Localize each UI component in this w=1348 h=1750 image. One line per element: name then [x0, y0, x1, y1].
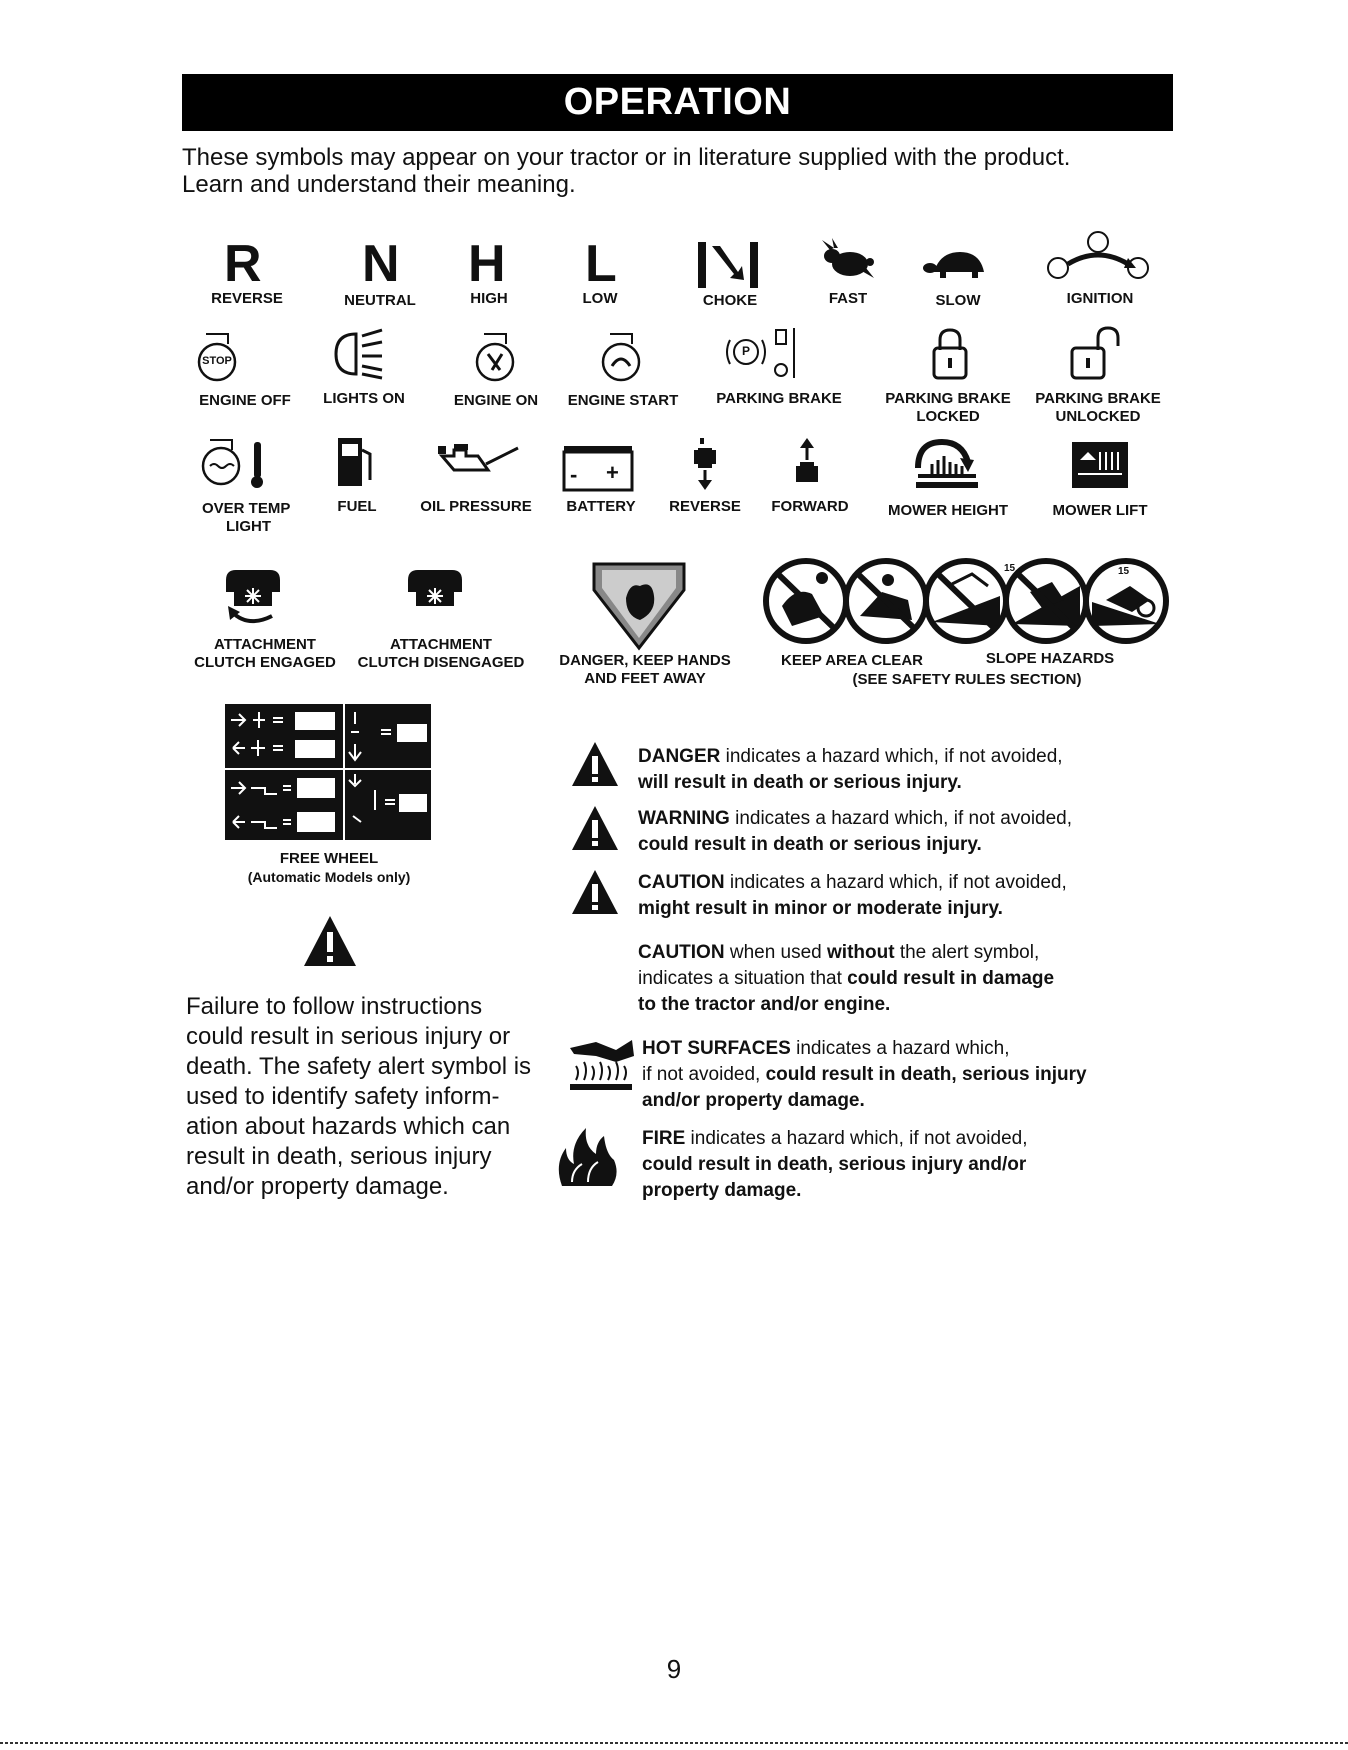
slope-down-icon	[1006, 561, 1086, 641]
low-letter-icon: L	[585, 235, 617, 293]
choke-label: CHOKE	[702, 292, 758, 309]
fuel-label: FUEL	[337, 498, 377, 515]
att-disengaged-label-1: ATTACHMENT	[390, 636, 492, 653]
intro-text	[182, 144, 1182, 198]
low-label: LOW	[582, 290, 618, 307]
battery-label: BATTERY	[566, 498, 636, 515]
fire-definition	[642, 1126, 1162, 1204]
fire-line2: could result in death, serious injury and/or	[642, 1154, 1027, 1175]
slope-15-text-a: 15	[1004, 563, 1016, 574]
caution2-b: the alert symbol,	[894, 942, 1040, 963]
free-wheel-label-1: FREE WHEEL	[279, 850, 379, 867]
danger-hands-label-2: AND FEET AWAY	[584, 670, 706, 687]
intro-line-1: These symbols may appear on your tractor or in literature supplied with the product.	[182, 144, 1071, 171]
high-letter-icon: H	[468, 235, 506, 293]
caution-alert-icon	[570, 868, 620, 918]
att-disengaged-label-2: CLUTCH DISENGAGED	[357, 654, 525, 671]
danger-rest: indicates a hazard which, if not avoided,	[720, 746, 1063, 767]
caution2-line3: to the tractor and/or engine.	[638, 994, 891, 1015]
free-wheel-panel-4	[345, 770, 431, 840]
lights-on-label: LIGHTS ON	[323, 390, 405, 407]
section-banner: OPERATION	[182, 74, 1173, 131]
turtle-slow-icon	[922, 248, 992, 282]
fast-label: FAST	[828, 290, 868, 307]
padlock-locked-icon	[930, 326, 970, 382]
warning-alert-icon	[570, 804, 620, 854]
slope-across-icon	[926, 561, 1006, 641]
danger-hands-label	[552, 652, 738, 688]
pb-locked-label	[876, 390, 1020, 426]
caution2-without: without	[827, 942, 895, 963]
mower-height-icon	[912, 436, 980, 490]
parking-brake-p-text: P	[741, 344, 750, 358]
hot-line2a: if not avoided,	[642, 1064, 766, 1085]
oil-pressure-label: OIL PRESSURE	[420, 498, 532, 515]
over-temp-label	[202, 500, 302, 536]
danger-bold: will result in death or serious injury.	[638, 772, 962, 793]
hot-rest: indicates a hazard which,	[790, 1038, 1010, 1059]
engine-on-icon	[470, 330, 520, 382]
danger-hands-feet-icon	[590, 560, 688, 652]
danger-hands-label-1: DANGER, KEEP HANDS	[559, 652, 731, 669]
oil-can-icon	[434, 440, 522, 480]
caution2-a: when used	[724, 942, 828, 963]
free-wheel-label-2: (Automatic Models only)	[247, 869, 411, 885]
attachment-disengaged-icon	[404, 566, 466, 610]
reverse-arrow-icon	[690, 436, 720, 492]
high-label: HIGH	[470, 290, 508, 307]
padlock-unlocked-icon	[1068, 324, 1124, 382]
caution2-line2b: could result in damage	[847, 968, 1055, 989]
engine-off-stop-text: STOP	[202, 355, 232, 367]
danger-alert-icon	[570, 740, 620, 790]
caution-no-symbol-definition	[638, 940, 1158, 1018]
free-wheel-panel-1	[225, 704, 343, 768]
hot-word: HOT SURFACES	[642, 1038, 791, 1059]
keep-clear-mower-icon	[846, 561, 926, 641]
prohibition-symbols	[762, 556, 1172, 646]
bottom-rule	[0, 1742, 1348, 1744]
see-safety-label: (SEE SAFETY RULES SECTION)	[852, 671, 1082, 688]
page-number: 9	[666, 1654, 682, 1684]
hot-line2b: could result in death, serious injury	[765, 1064, 1087, 1085]
hot-surface-icon	[566, 1032, 640, 1102]
warning-bold: could result in death or serious injury.	[638, 834, 982, 855]
lights-on-icon	[334, 328, 386, 380]
failure-warning-text: Failure to follow instructions could result in serious injury or death. The safety alert symbol is used to identify safety inform-ation about hazards which can result in death, serious injury and/or property damage.	[186, 993, 532, 1200]
warning-word: WARNING	[638, 808, 730, 829]
reverse-label: REVERSE	[211, 290, 283, 307]
free-wheel-label	[226, 850, 432, 886]
slope-hazards-label: SLOPE HAZARDS	[985, 650, 1115, 667]
mower-height-label: MOWER HEIGHT	[888, 502, 1008, 519]
caution-definition	[638, 870, 1158, 922]
engine-on-label: ENGINE ON	[453, 392, 539, 409]
parking-brake-label: PARKING BRAKE	[716, 390, 842, 407]
free-wheel-panel-3	[225, 770, 343, 840]
fire-icon	[552, 1124, 622, 1190]
keep-clear-label: KEEP AREA CLEAR	[781, 652, 923, 669]
neutral-letter-icon: N	[362, 235, 400, 293]
caution2-word: CAUTION	[638, 942, 725, 963]
rabbit-fast-icon	[816, 238, 878, 284]
hot-surfaces-definition	[642, 1036, 1162, 1114]
mower-lift-label: MOWER LIFT	[1052, 502, 1148, 519]
att-engaged-label-2: CLUTCH ENGAGED	[194, 654, 336, 671]
intro-line-2: Learn and understand their meaning.	[182, 171, 576, 198]
forward-arrow-icon	[792, 436, 822, 492]
caution2-line2a: indicates a situation that	[638, 968, 848, 989]
hot-line3: and/or property damage.	[642, 1090, 865, 1111]
mower-lift-icon	[1070, 440, 1130, 490]
engine-start-label: ENGINE START	[567, 392, 679, 409]
warning-rest: indicates a hazard which, if not avoided,	[729, 808, 1073, 829]
keep-clear-child-icon	[766, 561, 846, 641]
pb-locked-label-2: LOCKED	[916, 408, 980, 425]
caution-rest: indicates a hazard which, if not avoided,	[724, 872, 1067, 893]
free-wheel-diagram	[225, 704, 431, 840]
att-disengaged-label	[352, 636, 530, 672]
fire-rest: indicates a hazard which, if not avoided,	[685, 1128, 1028, 1149]
forward-label: FORWARD	[771, 498, 849, 515]
free-wheel-panel-2	[345, 704, 431, 768]
pb-unlocked-label-1: PARKING BRAKE	[1035, 390, 1161, 407]
att-engaged-label-1: ATTACHMENT	[214, 636, 316, 653]
reverse-letter-icon: R	[224, 235, 262, 293]
attachment-engaged-icon	[222, 566, 284, 630]
choke-icon	[694, 240, 762, 292]
over-temp-icon	[196, 434, 268, 490]
caution-bold: might result in minor or moderate injury.	[638, 898, 1003, 919]
over-temp-label-2: LIGHT	[226, 518, 271, 535]
neutral-label: NEUTRAL	[344, 292, 416, 309]
danger-definition	[638, 744, 1158, 796]
over-temp-label-1: OVER TEMP	[202, 500, 291, 517]
parking-brake-icon	[724, 326, 804, 382]
engine-start-icon	[596, 330, 646, 382]
engine-off-label: ENGINE OFF	[199, 392, 291, 409]
pb-locked-label-1: PARKING BRAKE	[885, 390, 1011, 407]
fire-line3: property damage.	[642, 1180, 802, 1201]
danger-word: DANGER	[638, 746, 721, 767]
slow-label: SLOW	[935, 292, 981, 309]
att-engaged-label	[188, 636, 342, 672]
fuel-icon	[334, 434, 374, 490]
reverse-direction-label: REVERSE	[669, 498, 741, 515]
pb-unlocked-label	[1026, 390, 1170, 426]
fire-word: FIRE	[642, 1128, 686, 1149]
ignition-icon	[1046, 228, 1150, 284]
safety-alert-icon	[300, 912, 360, 970]
slope-15-text-b: 15	[1118, 566, 1130, 577]
caution-word: CAUTION	[638, 872, 725, 893]
battery-plus-text: +	[606, 460, 619, 485]
pb-unlocked-label-2: UNLOCKED	[1055, 408, 1141, 425]
warning-definition	[638, 806, 1158, 858]
battery-minus-text: -	[570, 462, 578, 487]
ignition-label: IGNITION	[1066, 290, 1134, 307]
